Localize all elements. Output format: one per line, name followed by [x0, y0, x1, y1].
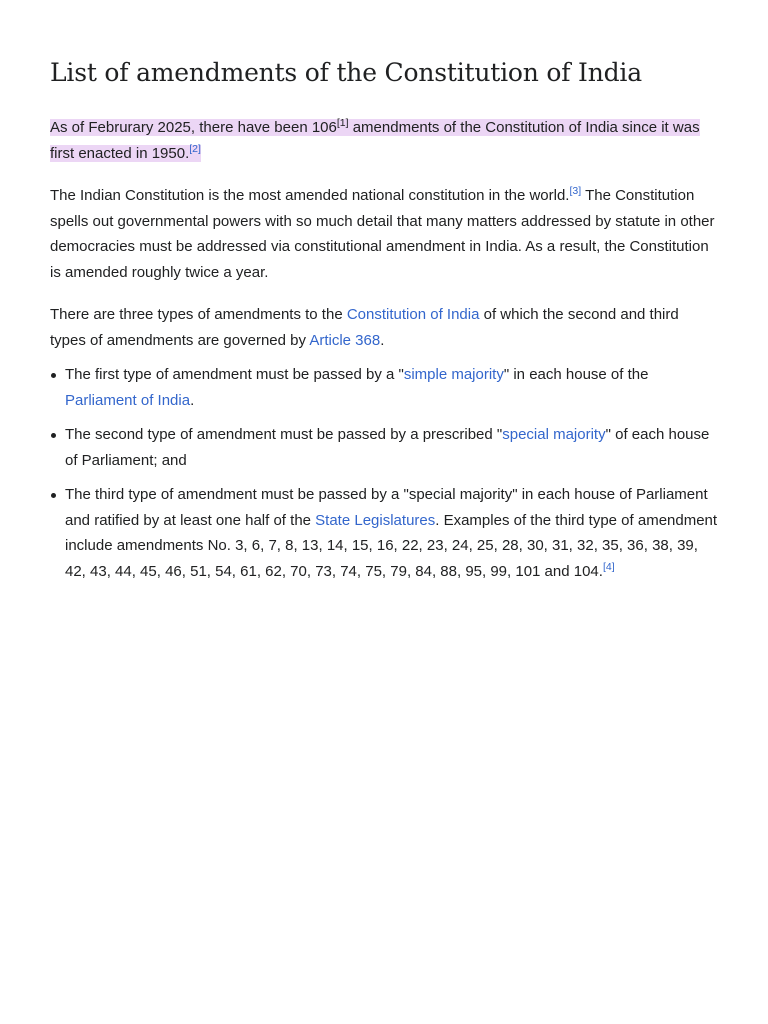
bullet2-text-2: " of each house of Parliament; and [65, 426, 710, 469]
lead-paragraph [50, 115, 718, 166]
bullet3-text-2: . Examples of the third type of amendment include amendments No. 3, 6, 7, 8, 13, 14, 15, 16, 22, 23, 24, 25, 28, 30, 31, 32, 35, 36, 38, 39, 42, 43, 44, 45, 46, 51, 54, 61, 62, 70, 73, 74, 75, 79, 84, 88, 95, 99, 101 and 104. [65, 511, 718, 580]
bullet-icon [51, 433, 56, 438]
link-simple-majority[interactable]: simple majority [403, 366, 504, 383]
lead-text-2: amendments of the Constitution of India since it was first enacted in 1950. [50, 119, 700, 162]
citation-2-link[interactable]: [2] [189, 142, 201, 155]
paragraph-amendment-types [50, 302, 718, 353]
list-item-first-type [65, 362, 718, 413]
page-title: List of amendments of the Constitution of India [50, 58, 642, 87]
para2-text-2: The Constitution spells out governmental powers with so much detail that many matters addressed by statute in other democracies must be addressed via constitutional amendment in India. As a result, the Constitution is amended roughly twice a year. [50, 187, 715, 281]
citation-2[interactable] [189, 143, 201, 155]
bullet-icon [51, 493, 56, 498]
para3-text-1: There are three types of amendments to the [50, 306, 347, 323]
citation-3[interactable] [569, 185, 581, 197]
amendment-types-list [50, 362, 718, 584]
citation-3-link[interactable]: [3] [569, 185, 582, 197]
bullet-icon [51, 373, 56, 378]
list-item-third-type [65, 482, 718, 584]
link-state-legislatures[interactable]: State Legislatures [315, 511, 436, 529]
lead-text-1: As of Februrary 2025, there have been 106 [50, 119, 337, 136]
para3-text-3: . [380, 331, 385, 349]
bullet1-text-1: The first type of amendment must be passed by a " [65, 366, 404, 383]
citation-4-link[interactable]: [4] [602, 560, 615, 573]
link-special-majority[interactable]: special majority [502, 426, 606, 443]
list-item-second-type [65, 422, 718, 473]
bullet1-text-3: . [190, 391, 195, 409]
bullet2-text-1: The second type of amendment must be passed by a prescribed " [65, 426, 503, 443]
paragraph-most-amended [50, 183, 718, 285]
link-parliament-of-india[interactable]: Parliament of India [65, 391, 191, 409]
citation-1[interactable]: [1] [336, 117, 349, 129]
citation-4[interactable] [603, 561, 615, 573]
para3-text-2: of which the second and third types of amendments are governed by [50, 306, 679, 349]
link-article-368[interactable]: Article 368 [309, 331, 381, 349]
bullet1-text-2: " in each house of the [503, 366, 649, 383]
para2-text-1: The Indian Constitution is the most amended national constitution in the world. [50, 187, 570, 204]
link-constitution-of-india[interactable]: Constitution of India [346, 306, 480, 323]
bullet3-text-1: The third type of amendment must be passed by a "special majority" in each house of Parliament and ratified by at least one half of the [65, 486, 708, 529]
highlighted-lead-text[interactable] [50, 119, 700, 162]
